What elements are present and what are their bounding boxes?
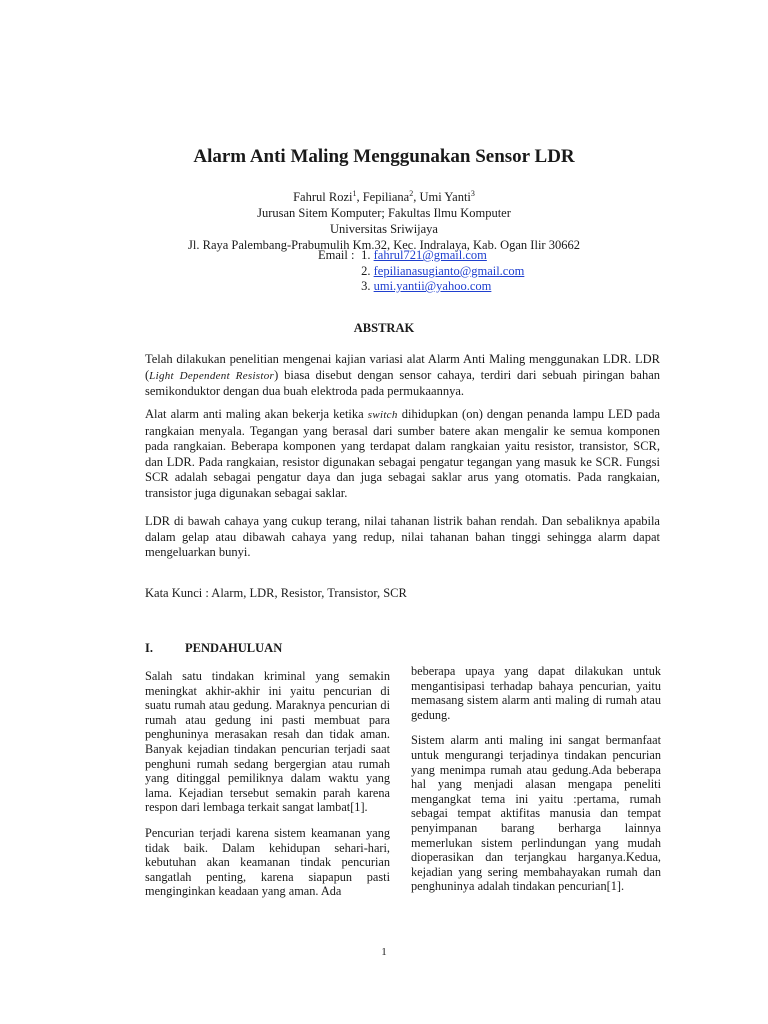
keywords: Kata Kunci : Alarm, LDR, Resistor, Transistor, SCR (145, 586, 407, 600)
email-row (318, 248, 524, 264)
author-name: Fepiliana (362, 190, 410, 205)
email-label: Email : (318, 248, 355, 262)
section-title: PENDAHULUAN (185, 641, 283, 655)
email-link[interactable]: fahrul721@gmail.com (373, 248, 487, 262)
body-paragraph: beberapa upaya yang dapat dilakukan untuk mengantisipasi terhadap bahaya pencurian, yaitu memasang sistem alarm anti maling di rumah atau gedung. (411, 664, 661, 722)
body-paragraph: Sistem alarm anti maling ini sangat bermanfaat untuk mengurangi terjadinya tindakan pencurian yang menimpa rumah atau gedung.Ada beberapa hal yang menjadi alasan mengapa peneliti mengangkat tema ini yaitu :pertama, rumah sebagai tempat aktifitas manusia dan tempat penyimpanan barang berharga lainnya memerlukan sistem perlindungan yang mudah dioperasikan dan terjangkau harganya.Kedua, kejadian yang sering membahayakan rumah dan penghuninya adalah tindakan pencurian[1]. (411, 733, 661, 894)
body-paragraph: Pencurian terjadi karena sistem keamanan yang tidak baik. Dalam kehidupan sehari-hari, kebutuhan akan keamanan tindak pencurian sangatlah penting, karena siapapun pasti menginginkan keadaan yang aman. Ada (145, 825, 390, 899)
author-department: Jurusan Sitem Komputer; Fakultas Ilmu Komputer (257, 206, 511, 221)
abstract-paragraph (145, 407, 660, 501)
abstract-paragraph (145, 352, 660, 400)
abstract-text: Telah dilakukan penelitian mengenai kajian variasi alat Alarm Anti Maling menggunakan LDR. LDR ( (145, 352, 660, 382)
abstract-italic-term: switch (367, 409, 398, 421)
author-affiliation-mark: 2 (409, 189, 414, 198)
section-number: I. (145, 641, 153, 655)
author-name: Umi Yanti (419, 190, 471, 205)
abstract-text: Alat alarm anti maling akan bekerja ketika (145, 407, 368, 421)
author-affiliation-mark: 3 (470, 189, 475, 198)
abstract-text: dihidupkan (on) dengan penanda lampu LED pada rangkaian menyala. Tegangan yang berasal dari sumber batere akan mengalir ke semua komponen pada rangkaian. Beberapa komponen yang terdapat dalam rangkaian yaitu resistor, transistor, SCR, dan LDR. Pada rangkaian, resistor digunakan sebagai pengatur tegangan yang masuk ke SCR. Fungsi SCR adalah sebagai pengatur daya dan juga sebagai saklar arus yang otomatis. Pada rangkaian, transistor juga digunakan sebagai saklar. (145, 407, 661, 500)
email-number: 3. (361, 279, 371, 293)
abstract-text: ) biasa disebut dengan sensor cahaya, terdiri dari sebuah piringan bahan semikonduktor dengan dua buah elektroda pada permukaannya. (145, 367, 661, 398)
abstract-italic-term: Light Dependent Resistor (149, 369, 275, 382)
email-number: 1. (361, 248, 371, 262)
section-heading (145, 641, 282, 656)
author-name: Fahrul Rozi (293, 190, 353, 205)
abstract-heading: ABSTRAK (353, 321, 415, 335)
author-block (0, 186, 768, 253)
abstract-paragraph: LDR di bawah cahaya yang cukup terang, nilai tahanan listrik bahan rendah. Dan sebaliknya apabila dalam gelap atau dibawah cahaya yang redup, nilai tahanan bahan tinggi sehingga alarm dapat mengeluarkan bunyi. (145, 514, 660, 559)
body-paragraph: Salah satu tindakan kriminal yang semakin meningkat akhir-akhir ini yaitu pencurian di suatu rumah atau gedung. Maraknya pencurian di rumah atau gedung ini pasti membuat para penghuninya merasakan resah dan tidak aman. Banyak kejadian tindakan pencurian terjadi saat penghuni rumah sedang bergergian atau rumah yang ditinggal pemiliknya dalam waktu yang lama. Kejadian tersebut semakin parah karena respon dari lembaga terkait sangat lambat[1]. (145, 669, 390, 815)
email-block (318, 248, 524, 295)
email-number: 2. (361, 263, 371, 278)
author-separator: , (413, 190, 420, 205)
author-names (0, 186, 768, 205)
email-row (318, 264, 524, 280)
page-number: 1 (381, 946, 387, 958)
column-right (411, 664, 661, 905)
author-address: Jl. Raya Palembang-Prabumulih Km.32, Kec. Indralaya, Kab. Ogan Ilir 30662 (188, 238, 580, 253)
author-separator: , (356, 190, 363, 205)
author-affiliation-mark: 1 (352, 189, 357, 198)
author-university: Universitas Sriwijaya (330, 222, 438, 237)
paper-title: Alarm Anti Maling Menggunakan Sensor LDR (193, 146, 575, 167)
email-link[interactable]: fepilianasugianto@gmail.com (373, 263, 525, 278)
column-left (145, 669, 390, 910)
email-row (318, 279, 524, 295)
email-link[interactable]: umi.yantii@yahoo.com (373, 279, 492, 293)
